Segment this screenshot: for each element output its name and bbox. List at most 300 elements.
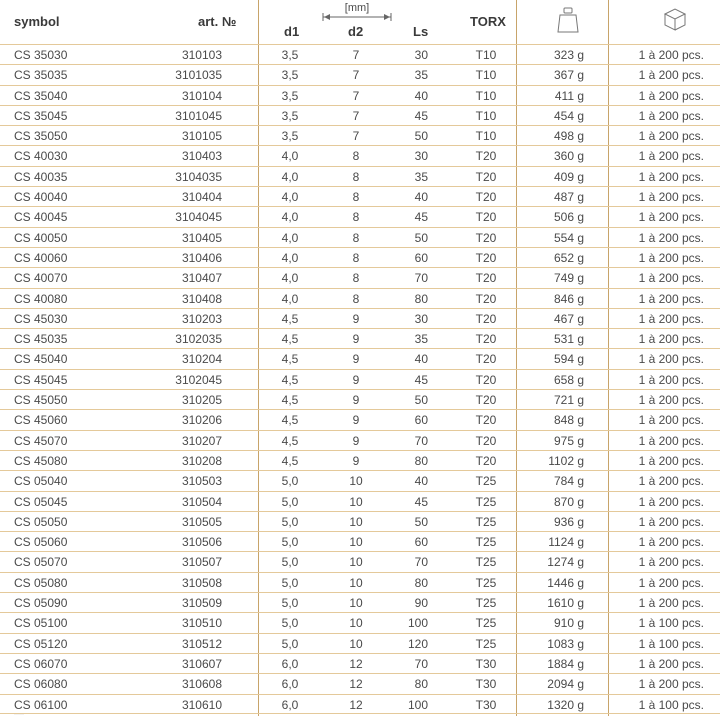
cell-ls: 100 <box>407 616 428 631</box>
cell-ls: 80 <box>414 575 428 590</box>
cell-symbol: CS 45050 <box>14 393 68 408</box>
table-row <box>0 673 720 693</box>
cell-ls: 100 <box>407 697 428 712</box>
cell-ls: 40 <box>414 88 428 103</box>
cell-torx: T20 <box>475 190 497 205</box>
cell-art-no: 310407 <box>181 271 222 286</box>
dimension-unit-marker <box>322 2 392 22</box>
header-torx: TORX <box>470 14 506 29</box>
cell-pack: 1 à 200 pcs. <box>638 129 704 144</box>
cell-ls: 45 <box>414 372 428 387</box>
cell-torx: T25 <box>475 494 497 509</box>
table-row <box>0 288 720 308</box>
cell-torx: T25 <box>475 596 497 611</box>
cell-d2: 9 <box>352 433 360 448</box>
cell-torx: T10 <box>475 68 497 83</box>
cell-ls: 45 <box>414 210 428 225</box>
cell-torx: T20 <box>475 413 497 428</box>
cell-pack: 1 à 200 pcs. <box>638 494 704 509</box>
cell-art-no: 310503 <box>181 474 222 489</box>
cell-weight: 554 g <box>553 230 584 245</box>
cell-torx: T20 <box>475 311 497 326</box>
cell-symbol: CS 45045 <box>14 372 68 387</box>
cell-art-no: 310504 <box>181 494 222 509</box>
cell-symbol: CS 05100 <box>14 616 68 631</box>
cell-d2: 9 <box>352 372 360 387</box>
cell-art-no: 310505 <box>181 514 222 529</box>
cell-pack: 1 à 200 pcs. <box>638 535 704 550</box>
header-d1: d1 <box>284 24 300 39</box>
cell-ls: 40 <box>414 474 428 489</box>
cell-pack: 1 à 200 pcs. <box>638 453 704 468</box>
cell-ls: 30 <box>414 48 428 62</box>
cell-symbol: CS 35040 <box>14 88 68 103</box>
cell-d2: 7 <box>352 48 360 62</box>
cell-ls: 45 <box>414 494 428 509</box>
cell-torx: T20 <box>475 149 497 164</box>
cell-torx: T10 <box>475 129 497 144</box>
cell-symbol: CS 40040 <box>14 190 68 205</box>
cell-d1: 4,0 <box>281 169 299 184</box>
table-row <box>0 267 720 287</box>
cell-symbol: CS 35045 <box>14 108 68 123</box>
cell-art-no: 310403 <box>181 149 222 164</box>
cell-ls: 35 <box>414 332 428 347</box>
cell-art-no: 3104035 <box>175 169 222 184</box>
cell-ls: 40 <box>414 352 428 367</box>
cell-d1: 4,5 <box>281 332 299 347</box>
table-row <box>0 592 720 612</box>
cell-d1: 3,5 <box>281 129 299 144</box>
cell-weight: 594 g <box>553 352 584 367</box>
cell-art-no: 310203 <box>181 311 222 326</box>
cell-d1: 4,0 <box>281 149 299 164</box>
cell-symbol: CS 40060 <box>14 250 68 265</box>
cell-weight: 870 g <box>553 494 584 509</box>
cell-weight: 1884 g <box>547 656 584 671</box>
cell-art-no: 310508 <box>181 575 222 590</box>
cell-art-no: 310104 <box>181 88 222 103</box>
table-row <box>0 369 720 389</box>
header-ls: Ls <box>413 24 429 39</box>
cell-weight: 467 g <box>553 311 584 326</box>
table-row <box>0 531 720 551</box>
cell-art-no: 310405 <box>181 230 222 245</box>
cell-torx: T20 <box>475 291 497 306</box>
header-symbol: symbol <box>14 14 60 29</box>
cell-symbol: CS 40080 <box>14 291 68 306</box>
cell-torx: T20 <box>475 332 497 347</box>
cell-d1: 5,0 <box>281 494 299 509</box>
cell-symbol: CS 45080 <box>14 453 68 468</box>
table-row <box>0 125 720 145</box>
cell-art-no: 310406 <box>181 250 222 265</box>
cell-d1: 5,0 <box>281 596 299 611</box>
cell-art-no: 310507 <box>181 555 222 570</box>
cell-art-no: 310608 <box>181 677 222 692</box>
cell-art-no: 310105 <box>181 129 222 144</box>
cell-d1: 4,0 <box>281 210 299 225</box>
cell-pack: 1 à 200 pcs. <box>638 250 704 265</box>
cell-torx: T20 <box>475 393 497 408</box>
cell-weight: 1124 g <box>548 535 584 550</box>
cell-torx: T25 <box>475 535 497 550</box>
cell-d2: 10 <box>349 636 363 651</box>
cell-d1: 5,0 <box>281 514 299 529</box>
cell-d1: 4,5 <box>281 311 299 326</box>
cell-weight: 910 g <box>553 616 584 631</box>
cell-d2: 8 <box>352 210 360 225</box>
cell-d2: 8 <box>352 250 360 265</box>
table-row <box>0 612 720 632</box>
table-row <box>0 551 720 571</box>
cell-ls: 30 <box>414 149 428 164</box>
cell-symbol: CS 40035 <box>14 169 68 184</box>
cell-d2: 7 <box>352 68 360 83</box>
cell-d1: 4,0 <box>281 190 299 205</box>
cell-weight: 1446 g <box>547 575 584 590</box>
cell-ls: 60 <box>414 535 428 550</box>
cell-d2: 10 <box>349 535 363 550</box>
cell-d2: 7 <box>352 88 360 103</box>
cell-pack: 1 à 200 pcs. <box>638 149 704 164</box>
cell-torx: T20 <box>475 433 497 448</box>
table-row <box>0 572 720 592</box>
cell-d2: 9 <box>352 352 360 367</box>
cell-ls: 80 <box>414 453 428 468</box>
cell-ls: 120 <box>407 636 428 651</box>
cell-pack: 1 à 200 pcs. <box>638 575 704 590</box>
cell-d2: 10 <box>349 494 363 509</box>
cell-symbol: CS 06080 <box>14 677 68 692</box>
cell-symbol: CS 40045 <box>14 210 68 225</box>
cell-weight: 498 g <box>553 129 584 144</box>
table-row <box>0 247 720 267</box>
cell-d2: 8 <box>352 190 360 205</box>
cell-weight: 2094 g <box>547 677 584 692</box>
table-row <box>0 64 720 84</box>
header-d2: d2 <box>348 24 364 39</box>
cell-d2: 9 <box>352 332 360 347</box>
cell-d1: 5,0 <box>281 636 299 651</box>
cell-d1: 3,5 <box>281 48 299 62</box>
cell-pack: 1 à 200 pcs. <box>638 271 704 286</box>
cell-d1: 4,5 <box>281 453 299 468</box>
cell-symbol: CS 45070 <box>14 433 68 448</box>
cell-torx: T30 <box>475 677 497 692</box>
cell-torx: T20 <box>475 453 497 468</box>
cell-pack: 1 à 200 pcs. <box>638 677 704 692</box>
unit-label: [mm] <box>344 2 370 14</box>
table-row <box>0 470 720 490</box>
cell-ls: 60 <box>414 413 428 428</box>
cell-ls: 50 <box>414 129 428 144</box>
table-row <box>0 430 720 450</box>
cell-weight: 360 g <box>553 149 584 164</box>
cell-torx: T25 <box>475 474 497 489</box>
cell-pack: 1 à 200 pcs. <box>638 230 704 245</box>
cell-art-no: 310207 <box>181 433 222 448</box>
cell-d2: 7 <box>352 129 360 144</box>
cell-art-no: 310103 <box>181 48 222 62</box>
cell-art-no: 3101045 <box>175 108 222 123</box>
cell-d1: 4,5 <box>281 413 299 428</box>
cell-ls: 35 <box>414 68 428 83</box>
cell-symbol: CS 40070 <box>14 271 68 286</box>
cell-ls: 70 <box>414 555 428 570</box>
cell-d1: 4,0 <box>281 291 299 306</box>
cell-ls: 45 <box>414 108 428 123</box>
cell-d1: 5,0 <box>281 575 299 590</box>
table-row <box>0 450 720 470</box>
table-row <box>0 105 720 125</box>
cell-d1: 4,0 <box>281 271 299 286</box>
cell-d1: 4,0 <box>281 230 299 245</box>
cell-d2: 8 <box>352 149 360 164</box>
cell-d2: 10 <box>349 616 363 631</box>
cell-d2: 8 <box>352 169 360 184</box>
cell-torx: T20 <box>475 372 497 387</box>
dimension-arrow-icon <box>322 12 392 22</box>
table-row <box>0 166 720 186</box>
cell-weight: 411 g <box>554 88 584 103</box>
table-row <box>0 491 720 511</box>
cell-d2: 9 <box>352 393 360 408</box>
cell-pack: 1 à 200 pcs. <box>638 48 704 62</box>
cell-symbol: CS 35050 <box>14 129 68 144</box>
cell-pack: 1 à 200 pcs. <box>638 332 704 347</box>
cell-torx: T30 <box>475 697 497 712</box>
cell-weight: 749 g <box>553 271 584 286</box>
cell-symbol: CS 45030 <box>14 311 68 326</box>
cell-ls: 40 <box>414 190 428 205</box>
table-row <box>0 308 720 328</box>
cell-art-no: 3104045 <box>175 210 222 225</box>
cell-torx: T10 <box>475 88 497 103</box>
cell-d1: 4,5 <box>281 433 299 448</box>
cell-d2: 12 <box>349 656 363 671</box>
cell-ls: 50 <box>414 514 428 529</box>
cell-d1: 3,5 <box>281 68 299 83</box>
cell-torx: T20 <box>475 250 497 265</box>
cell-torx: T25 <box>475 575 497 590</box>
cell-symbol: CS 05050 <box>14 514 68 529</box>
cell-weight: 1610 g <box>547 596 584 611</box>
header-art-no: art. № <box>198 14 237 29</box>
cell-torx: T25 <box>475 616 497 631</box>
cell-ls: 80 <box>414 677 428 692</box>
cell-torx: T10 <box>475 48 497 62</box>
cell-ls: 70 <box>414 271 428 286</box>
cell-d1: 5,0 <box>281 535 299 550</box>
table-row <box>0 653 720 673</box>
cell-pack: 1 à 200 pcs. <box>638 596 704 611</box>
cell-pack: 1 à 200 pcs. <box>638 291 704 306</box>
cell-symbol: CS 45035 <box>14 332 68 347</box>
cell-d1: 5,0 <box>281 555 299 570</box>
cell-symbol: CS 05090 <box>14 596 68 611</box>
cell-art-no: 310404 <box>181 190 222 205</box>
cell-weight: 1274 g <box>547 555 584 570</box>
table-row <box>0 328 720 348</box>
cell-art-no: 3102035 <box>175 332 222 347</box>
cell-pack: 1 à 100 pcs. <box>638 697 704 712</box>
cell-ls: 30 <box>414 311 428 326</box>
cell-torx: T25 <box>475 555 497 570</box>
cell-symbol: CS 06070 <box>14 656 68 671</box>
cell-weight: 652 g <box>553 250 584 265</box>
cell-pack: 1 à 200 pcs. <box>638 190 704 205</box>
cell-d2: 10 <box>349 474 363 489</box>
cell-art-no: 310509 <box>181 596 222 611</box>
table-row <box>0 348 720 368</box>
cell-art-no: 310204 <box>181 352 222 367</box>
table-row <box>0 511 720 531</box>
cell-weight: 1320 g <box>547 697 584 712</box>
table-row <box>0 227 720 247</box>
cell-weight: 975 g <box>553 433 584 448</box>
table-row <box>0 389 720 409</box>
cell-weight: 367 g <box>553 68 584 83</box>
cell-art-no: 310408 <box>181 291 222 306</box>
cell-d1: 4,5 <box>281 393 299 408</box>
cell-torx: T25 <box>475 636 497 651</box>
cell-d1: 3,5 <box>281 108 299 123</box>
cell-art-no: 310512 <box>181 636 222 651</box>
cell-pack: 1 à 200 pcs. <box>638 393 704 408</box>
cell-pack: 1 à 200 pcs. <box>638 514 704 529</box>
cell-pack: 1 à 100 pcs. <box>638 636 704 651</box>
cell-art-no: 310506 <box>181 535 222 550</box>
cell-d2: 9 <box>352 413 360 428</box>
cell-art-no: 310607 <box>181 656 222 671</box>
cell-pack: 1 à 100 pcs. <box>638 616 704 631</box>
weight-icon <box>556 6 580 34</box>
cell-weight: 409 g <box>553 169 584 184</box>
cell-symbol: CS 35035 <box>14 68 68 83</box>
cell-pack: 1 à 200 pcs. <box>638 68 704 83</box>
cell-weight: 487 g <box>553 190 584 205</box>
table-header <box>0 0 720 44</box>
cell-d2: 9 <box>352 453 360 468</box>
cell-d2: 12 <box>349 677 363 692</box>
cell-symbol: CS 35030 <box>14 48 68 62</box>
cell-symbol: CS 06100 <box>14 697 68 712</box>
cell-art-no: 310610 <box>181 697 222 712</box>
cell-weight: 454 g <box>553 108 584 123</box>
cell-torx: T20 <box>475 210 497 225</box>
cell-d1: 4,5 <box>281 352 299 367</box>
footer-mark: ····· <box>14 712 24 718</box>
cell-d2: 8 <box>352 271 360 286</box>
cell-weight: 323 g <box>553 48 584 62</box>
table-row <box>0 633 720 653</box>
cell-symbol: CS 45060 <box>14 413 68 428</box>
cell-ls: 70 <box>414 656 428 671</box>
cell-d2: 10 <box>349 596 363 611</box>
cell-d2: 8 <box>352 230 360 245</box>
cell-d1: 6,0 <box>281 697 299 712</box>
package-box-icon <box>662 6 688 32</box>
cell-d1: 4,5 <box>281 372 299 387</box>
cell-art-no: 310510 <box>181 616 222 631</box>
cell-pack: 1 à 200 pcs. <box>638 656 704 671</box>
cell-weight: 1102 g <box>548 453 584 468</box>
table-row <box>0 44 720 64</box>
cell-ls: 80 <box>414 291 428 306</box>
cell-art-no: 3101035 <box>175 68 222 83</box>
cell-ls: 60 <box>414 250 428 265</box>
table-row <box>0 409 720 429</box>
cell-art-no: 310208 <box>181 453 222 468</box>
cell-art-no: 310206 <box>181 413 222 428</box>
cell-torx: T25 <box>475 514 497 529</box>
cell-pack: 1 à 200 pcs. <box>638 108 704 123</box>
cell-symbol: CS 05070 <box>14 555 68 570</box>
cell-symbol: CS 05080 <box>14 575 68 590</box>
cell-torx: T10 <box>475 108 497 123</box>
cell-d2: 7 <box>352 108 360 123</box>
cell-art-no: 310205 <box>181 393 222 408</box>
cell-ls: 50 <box>414 393 428 408</box>
cell-pack: 1 à 200 pcs. <box>638 169 704 184</box>
cell-pack: 1 à 200 pcs. <box>638 210 704 225</box>
cell-weight: 721 g <box>553 393 584 408</box>
cell-d1: 5,0 <box>281 616 299 631</box>
table-row <box>0 694 720 714</box>
cell-weight: 936 g <box>553 514 584 529</box>
cell-torx: T20 <box>475 271 497 286</box>
table-row <box>0 206 720 226</box>
cell-d2: 10 <box>349 514 363 529</box>
cell-weight: 848 g <box>553 413 584 428</box>
table-row <box>0 186 720 206</box>
cell-art-no: 3102045 <box>175 372 222 387</box>
cell-torx: T20 <box>475 169 497 184</box>
cell-d1: 4,0 <box>281 250 299 265</box>
cell-torx: T30 <box>475 656 497 671</box>
cell-symbol: CS 40030 <box>14 149 68 164</box>
cell-symbol: CS 45040 <box>14 352 68 367</box>
cell-weight: 506 g <box>553 210 584 225</box>
cell-ls: 35 <box>414 169 428 184</box>
cell-pack: 1 à 200 pcs. <box>638 555 704 570</box>
cell-symbol: CS 05060 <box>14 535 68 550</box>
cell-d1: 6,0 <box>281 656 299 671</box>
cell-ls: 50 <box>414 230 428 245</box>
cell-pack: 1 à 200 pcs. <box>638 372 704 387</box>
cell-ls: 70 <box>414 433 428 448</box>
cell-d2: 10 <box>349 555 363 570</box>
cell-weight: 784 g <box>553 474 584 489</box>
cell-d2: 12 <box>349 697 363 712</box>
cell-weight: 658 g <box>553 372 584 387</box>
table-row <box>0 85 720 105</box>
cell-pack: 1 à 200 pcs. <box>638 352 704 367</box>
cell-d2: 9 <box>352 311 360 326</box>
cell-torx: T20 <box>475 230 497 245</box>
cell-symbol: CS 05120 <box>14 636 68 651</box>
cell-torx: T20 <box>475 352 497 367</box>
cell-symbol: CS 05040 <box>14 474 68 489</box>
cell-weight: 1083 g <box>547 636 584 651</box>
cell-d1: 6,0 <box>281 677 299 692</box>
cell-d2: 8 <box>352 291 360 306</box>
cell-weight: 531 g <box>553 332 584 347</box>
cell-pack: 1 à 200 pcs. <box>638 311 704 326</box>
cell-pack: 1 à 200 pcs. <box>638 433 704 448</box>
cell-symbol: CS 05045 <box>14 494 68 509</box>
